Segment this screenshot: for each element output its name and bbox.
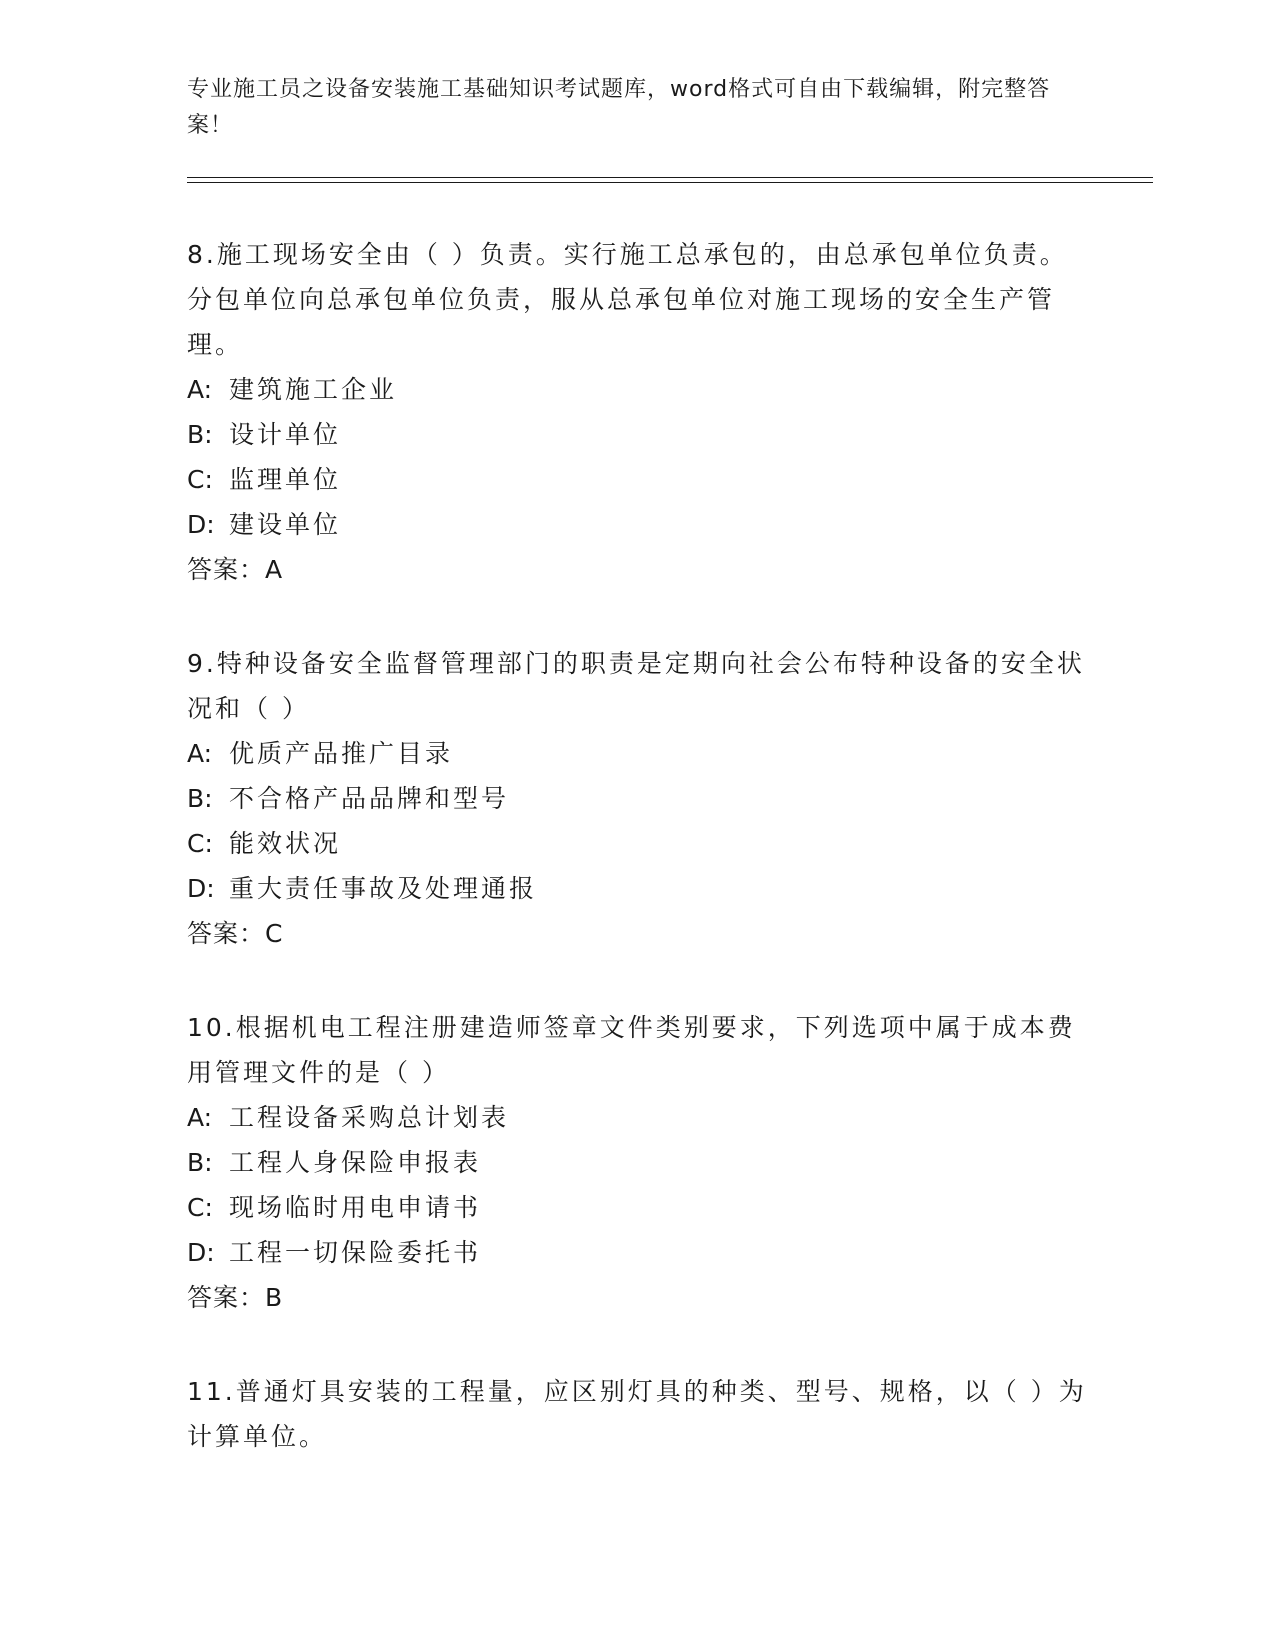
option-text: 能效状况: [229, 829, 342, 858]
option-letter: D:: [187, 1238, 215, 1267]
option-c: [187, 457, 1087, 502]
option-a: [187, 1095, 1087, 1140]
option-letter: A:: [187, 1103, 213, 1132]
answer-line: 答案：B: [187, 1283, 284, 1312]
option-text: 设计单位: [229, 420, 342, 449]
question-9: [187, 641, 1087, 957]
option-text: 工程一切保险委托书: [229, 1238, 482, 1267]
document-header: 专业施工员之设备安装施工基础知识考试题库，word格式可自由下载编辑，附完整答案！: [187, 77, 1051, 138]
answer-line: 答案：A: [187, 555, 284, 584]
option-text: 监理单位: [229, 465, 342, 494]
option-letter: A:: [187, 739, 213, 768]
question-stem: 9.特种设备安全监督管理部门的职责是定期向社会公布特种设备的安全状况和（ ）: [187, 649, 1085, 723]
option-a: [187, 731, 1087, 776]
option-letter: D:: [187, 874, 215, 903]
question-10: [187, 1005, 1087, 1321]
option-text: 优质产品推广目录: [229, 739, 454, 768]
option-text: 建筑施工企业: [229, 375, 398, 404]
option-d: [187, 502, 1087, 547]
answer-line: 答案：C: [187, 919, 284, 948]
option-text: 重大责任事故及处理通报: [229, 874, 538, 903]
option-letter: B:: [187, 1148, 213, 1177]
option-b: [187, 412, 1087, 457]
option-text: 不合格产品品牌和型号: [229, 784, 510, 813]
option-text: 工程人身保险申报表: [229, 1148, 482, 1177]
option-d: [187, 1230, 1087, 1275]
option-letter: C:: [187, 465, 213, 494]
option-c: [187, 1185, 1087, 1230]
option-letter: C:: [187, 1193, 213, 1222]
question-8: [187, 232, 1087, 593]
question-stem: 8.施工现场安全由（ ）负责。实行施工总承包的，由总承包单位负责。分包单位向总承包单位负责，服从总承包单位对施工现场的安全生产管理。: [187, 240, 1068, 359]
option-d: [187, 866, 1087, 911]
question-stem: 10.根据机电工程注册建造师签章文件类别要求，下列选项中属于成本费用管理文件的是（ ）: [187, 1013, 1076, 1087]
question-stem: 11.普通灯具安装的工程量，应区别灯具的种类、型号、规格，以（ ）为计算单位。: [187, 1377, 1087, 1451]
option-letter: C:: [187, 829, 213, 858]
option-letter: B:: [187, 784, 213, 813]
option-b: [187, 1140, 1087, 1185]
header-divider-top: [187, 177, 1153, 178]
option-letter: A:: [187, 375, 213, 404]
option-letter: B:: [187, 420, 213, 449]
option-text: 现场临时用电申请书: [229, 1193, 482, 1222]
option-b: [187, 776, 1087, 821]
option-a: [187, 367, 1087, 412]
header-divider-bottom: [187, 182, 1153, 183]
option-c: [187, 821, 1087, 866]
option-letter: D:: [187, 510, 215, 539]
option-text: 工程设备采购总计划表: [229, 1103, 510, 1132]
option-text: 建设单位: [229, 510, 342, 539]
question-11: [187, 1369, 1087, 1459]
